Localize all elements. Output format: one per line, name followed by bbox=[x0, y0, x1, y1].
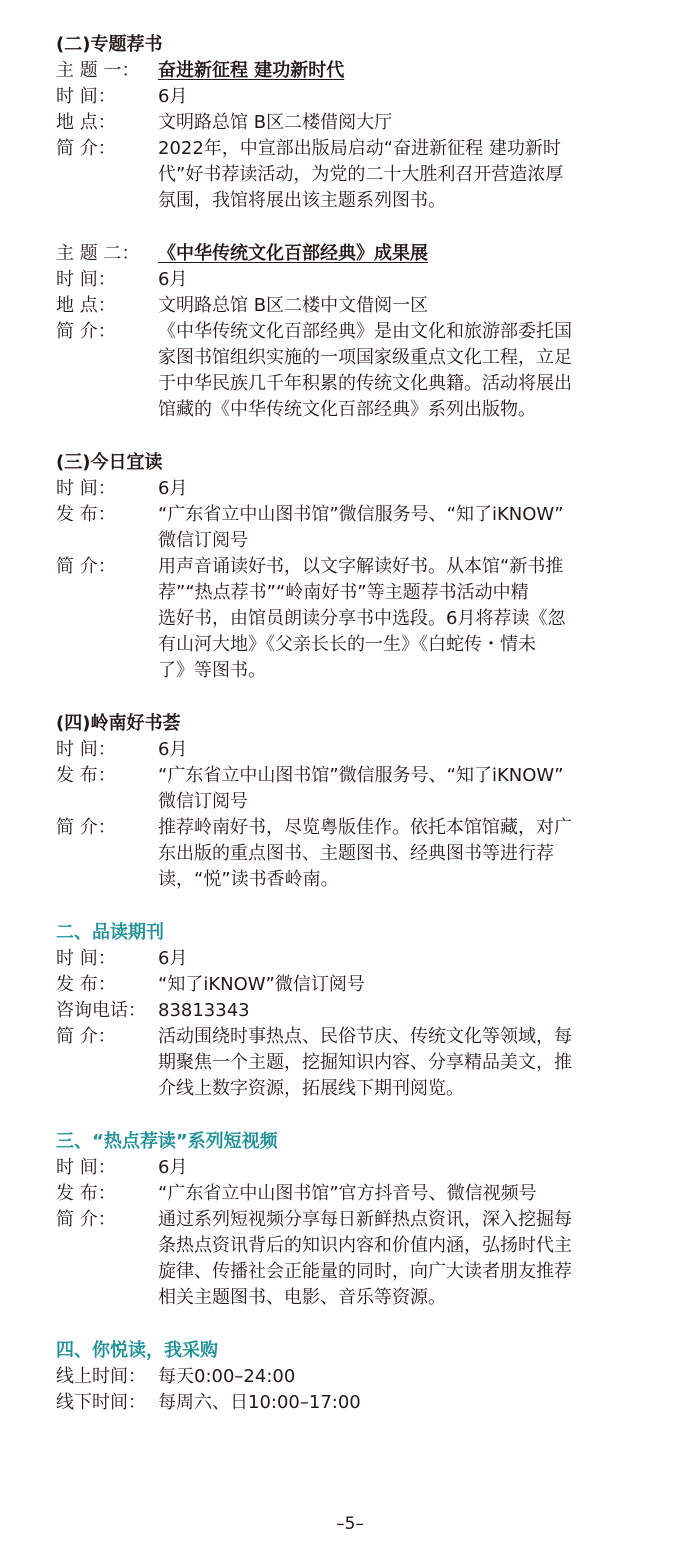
time-value: 6月 bbox=[158, 739, 188, 760]
intro-line: 用声音诵读好书，以文字解读好书。从本馆“新书推 bbox=[158, 556, 564, 577]
topic-two-label: 主 题 二： bbox=[56, 243, 140, 264]
intro-text bbox=[158, 554, 656, 684]
intro-line: 相关主题图书、电影、音乐等资源。 bbox=[158, 1287, 446, 1308]
offline-hours-label: 线下时间： bbox=[56, 1392, 146, 1413]
videos-intro-row bbox=[56, 1207, 656, 1311]
intro-line: 期聚焦一个主题，挖掘知识内容、分享精品美文，推 bbox=[158, 1052, 572, 1073]
publish-line: “广东省立中山图书馆”微信服务号、“知了iKNOW” bbox=[158, 504, 564, 525]
intro-label: 简 介： bbox=[56, 1026, 116, 1047]
publish-value: “广东省立中山图书馆”官方抖音号、微信视频号 bbox=[158, 1183, 537, 1204]
place-value: 文明路总馆 B区二楼中文借阅一区 bbox=[158, 295, 429, 316]
phone-label: 咨询电话： bbox=[56, 1000, 146, 1021]
intro-line: 介线上数字资源，拓展线下期刊阅览。 bbox=[158, 1078, 464, 1099]
intro-label: 简 介： bbox=[56, 321, 116, 342]
online-hours-label: 线上时间： bbox=[56, 1366, 146, 1387]
section-heading-you-read-we-buy: 四、你悦读，我采购 bbox=[56, 1340, 218, 1361]
section-heading-lingnan-books: (四)岭南好书荟 bbox=[56, 713, 181, 734]
topic-one-row bbox=[56, 58, 656, 84]
daily-read-publish-row bbox=[56, 502, 656, 554]
intro-line: 于中华民族几千年积累的传统文化典籍。活动将展出 bbox=[158, 373, 572, 394]
intro-label: 简 介： bbox=[56, 556, 116, 577]
intro-label: 简 介： bbox=[56, 817, 116, 838]
phone-value: 83813343 bbox=[158, 1000, 250, 1021]
intro-line: 选好书，由馆员朗读分享书中选段。6月将荐读《忽 bbox=[158, 608, 566, 629]
videos-publish-row bbox=[56, 1181, 656, 1207]
topic-two-row bbox=[56, 241, 656, 267]
publish-label: 发 布： bbox=[56, 504, 116, 525]
intro-line: 家图书馆组织实施的一项国家级重点文化工程，立足 bbox=[158, 347, 572, 368]
periodicals-publish-row bbox=[56, 972, 656, 998]
publish-line: 微信订阅号 bbox=[158, 530, 248, 551]
daily-read-time-row bbox=[56, 476, 656, 502]
intro-line: 《中华传统文化百部经典》是由文化和旅游部委托国 bbox=[158, 321, 572, 342]
topic-two-intro-row bbox=[56, 319, 656, 423]
time-value: 6月 bbox=[158, 1157, 188, 1178]
intro-line: 条热点资讯背后的知识内容和价值内涵，弘扬时代主 bbox=[158, 1235, 572, 1256]
time-label: 时 间： bbox=[56, 948, 116, 969]
time-value: 6月 bbox=[158, 269, 188, 290]
offline-hours-value: 每周六、日10:00–17:00 bbox=[158, 1392, 361, 1413]
publish-label: 发 布： bbox=[56, 974, 116, 995]
section-heading-topic-books: (二)专题荐书 bbox=[56, 34, 163, 55]
intro-text bbox=[158, 1024, 656, 1102]
place-value: 文明路总馆 B区二楼借阅大厅 bbox=[158, 112, 393, 133]
topic-one-time-row bbox=[56, 84, 656, 110]
page-number: –5– bbox=[336, 1514, 364, 1534]
publish-line: “广东省立中山图书馆”微信服务号、“知了iKNOW” bbox=[158, 765, 564, 786]
publish-line: 微信订阅号 bbox=[158, 791, 248, 812]
online-hours-value: 每天0:00–24:00 bbox=[158, 1366, 296, 1387]
topic-one-intro-row bbox=[56, 136, 656, 214]
intro-line: 活动围绕时事热点、民俗节庆、传统文化等领域，每 bbox=[158, 1026, 572, 1047]
section-heading-periodicals: 二、品读期刊 bbox=[56, 922, 164, 943]
periodicals-time-row bbox=[56, 946, 656, 972]
intro-text bbox=[158, 1207, 656, 1311]
lingnan-publish-row bbox=[56, 763, 656, 815]
intro-line: 有山河大地》《父亲长长的一生》《白蛇传・情未 bbox=[158, 634, 536, 655]
daily-read-intro-row bbox=[56, 554, 656, 684]
place-label: 地 点： bbox=[56, 112, 116, 133]
videos-time-row bbox=[56, 1155, 656, 1181]
time-value: 6月 bbox=[158, 86, 188, 107]
intro-text bbox=[158, 136, 656, 214]
periodicals-intro-row bbox=[56, 1024, 656, 1102]
lingnan-time-row bbox=[56, 737, 656, 763]
topic-one-label: 主 题 一： bbox=[56, 60, 140, 81]
time-label: 时 间： bbox=[56, 86, 116, 107]
page-content bbox=[56, 32, 656, 1416]
time-value: 6月 bbox=[158, 948, 188, 969]
publish-label: 发 布： bbox=[56, 765, 116, 786]
offline-hours-row bbox=[56, 1390, 656, 1416]
online-hours-row bbox=[56, 1364, 656, 1390]
publish-text bbox=[158, 763, 656, 815]
intro-line: 旋律、传播社会正能量的同时，向广大读者朋友推荐 bbox=[158, 1261, 572, 1282]
intro-line: 通过系列短视频分享每日新鲜热点资讯，深入挖掘每 bbox=[158, 1209, 572, 1230]
topic-two-time-row bbox=[56, 267, 656, 293]
intro-line: 了》等图书。 bbox=[158, 660, 266, 681]
intro-label: 简 介： bbox=[56, 138, 116, 159]
periodicals-phone-row bbox=[56, 998, 656, 1024]
intro-line: 读，“悦”读书香岭南。 bbox=[158, 869, 339, 890]
time-label: 时 间： bbox=[56, 478, 116, 499]
intro-line: 氛围，我馆将展出该主题系列图书。 bbox=[158, 190, 446, 211]
intro-line: 荐”“热点荐书”“岭南好书”等主题荐书活动中精 bbox=[158, 582, 529, 603]
time-label: 时 间： bbox=[56, 739, 116, 760]
intro-line: 东出版的重点图书、主题图书、经典图书等进行荐 bbox=[158, 843, 554, 864]
lingnan-intro-row bbox=[56, 815, 656, 893]
intro-line: 推荐岭南好书，尽览粤版佳作。依托本馆馆藏，对广 bbox=[158, 817, 572, 838]
publish-label: 发 布： bbox=[56, 1183, 116, 1204]
topic-two-place-row bbox=[56, 293, 656, 319]
intro-text bbox=[158, 815, 656, 893]
topic-one-title: 奋进新征程 建功新时代 bbox=[158, 60, 345, 81]
time-value: 6月 bbox=[158, 478, 188, 499]
intro-text bbox=[158, 319, 656, 423]
time-label: 时 间： bbox=[56, 269, 116, 290]
section-heading-hot-videos: 三、“热点荐读”系列短视频 bbox=[56, 1131, 278, 1152]
intro-label: 简 介： bbox=[56, 1209, 116, 1230]
section-heading-daily-read: (三)今日宜读 bbox=[56, 452, 163, 473]
publish-value: “知了iKNOW”微信订阅号 bbox=[158, 974, 365, 995]
publish-text bbox=[158, 502, 656, 554]
topic-one-place-row bbox=[56, 110, 656, 136]
intro-line: 代”好书荐读活动，为党的二十大胜利召开营造浓厚 bbox=[158, 164, 564, 185]
time-label: 时 间： bbox=[56, 1157, 116, 1178]
topic-two-title: 《中华传统文化百部经典》成果展 bbox=[158, 243, 428, 264]
place-label: 地 点： bbox=[56, 295, 116, 316]
intro-line: 2022年，中宣部出版局启动“奋进新征程 建功新时 bbox=[158, 138, 561, 159]
intro-line: 馆藏的《中华传统文化百部经典》系列出版物。 bbox=[158, 399, 536, 420]
